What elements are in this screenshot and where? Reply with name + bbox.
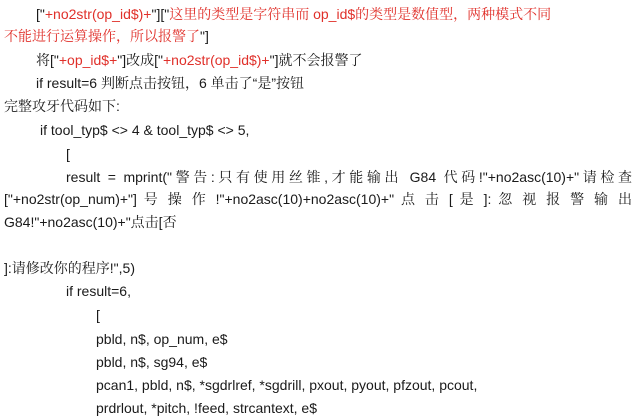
text-fragment-highlight: 不能进行运算操作，所以报警了	[4, 28, 200, 44]
code-line-13: [	[96, 307, 100, 323]
text-fragment-highlight: +no2str(op_id$)+	[162, 52, 270, 68]
code-line-10: G84!"+no2asc(10)+"点击[否	[4, 214, 177, 230]
text-fragment: "]	[200, 28, 209, 44]
text-fragment-highlight: 这里的类型是字符串而 op_id$的类型是数值型，两种模式不同	[169, 6, 552, 22]
code-line-15: pbld, n$, sg94, e$	[96, 354, 208, 370]
text-fragment-highlight: +no2str(op_id$)+	[44, 6, 152, 22]
code-line-6: if tool_typ$ <> 4 & tool_typ$ <> 5,	[40, 122, 250, 138]
text-line-2	[4, 26, 209, 46]
code-line-16: pcan1, pbld, n$, *sgdrlref, *sgdrill, pxout, pyout, pfzout, pcout,	[96, 377, 478, 393]
text-fragment: "]就不会报警了	[269, 52, 363, 68]
code-line-17: prdrlout, *pitch, !feed, strcantext, e$	[96, 400, 318, 416]
code-line-12: if result=6,	[66, 283, 131, 299]
text-fragment: 将["	[36, 52, 59, 68]
code-line-7: [	[66, 146, 70, 162]
text-fragment: "]改成["	[117, 52, 163, 68]
code-line-14: pbld, n$, op_num, e$	[96, 331, 228, 347]
text-fragment: "]["	[151, 6, 170, 22]
code-line-8: result = mprint("警告:只有使用丝锥,才能输出 G84 代码!"+no2asc(10)+"请检查	[66, 169, 632, 185]
code-line-9: ["+no2str(op_num)+"] 号 操 作 !"+no2asc(10)+no2asc(10)+" 点 击 [ 是 ]: 忽 视 报 警 输 出	[4, 191, 632, 207]
code-line-11: ]:请修改你的程序!",5)	[4, 260, 135, 276]
text-line-3	[36, 50, 362, 70]
text-fragment-highlight: +op_id$+	[58, 52, 118, 68]
text-line-4: if result=6 判断点击按钮，6 单击了“是”按钮	[36, 75, 304, 91]
text-line-5: 完整攻牙代码如下:	[4, 98, 120, 114]
text-fragment: ["	[36, 6, 45, 22]
text-line-1	[36, 4, 551, 24]
